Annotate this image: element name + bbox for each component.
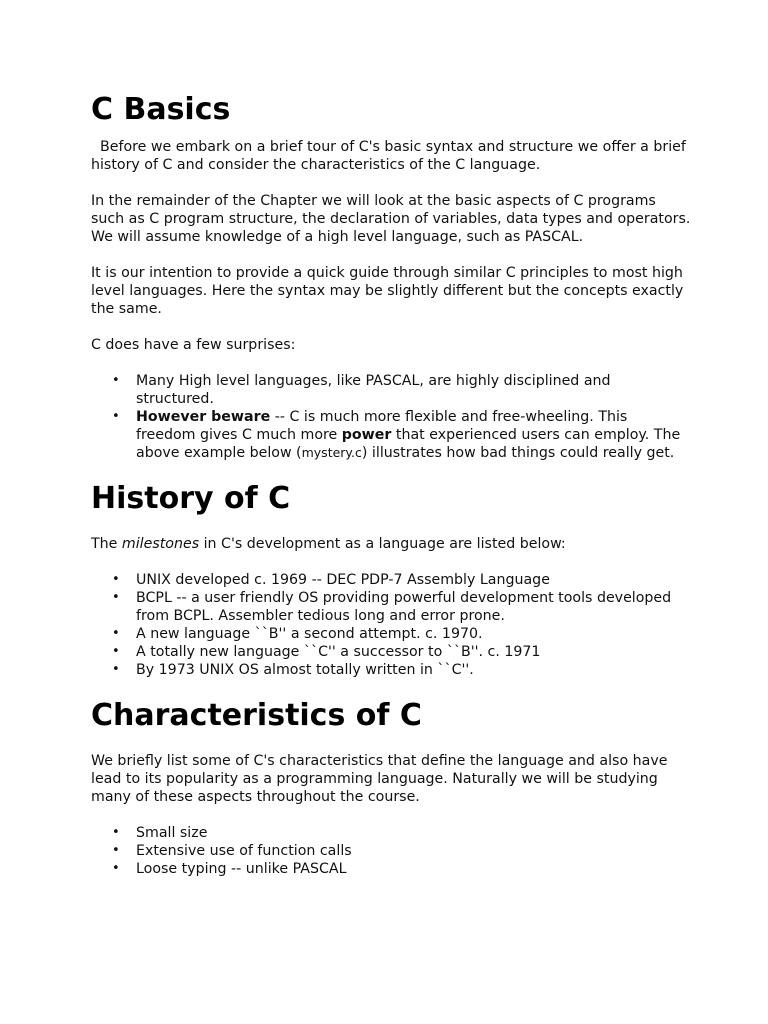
list-item: • A totally new language ``C'' a successor to ``B''. c. 1971 [136,643,691,661]
paragraph-remainder: In the remainder of the Chapter we will look at the basic aspects of C programs such as C program structure, the declaration of variables, data types and operators. We will assume knowledge of a high level language, such as PASCAL. [91,193,691,245]
list-item-text: ) illustrates how bad things could really get. [361,445,675,461]
lead-text: in C's development as a language are listed below: [199,536,566,552]
intro-text: Before we embark on a brief tour of C's basic syntax and structure we offer a brief history of C and consider the characteristics of the C language. [91,139,686,173]
list-item-text: -- C is much more flexible and free-wheeling. This freedom gives C much more [136,409,628,443]
list-item: • BCPL -- a user friendly OS providing powerful development tools developed from BCPL. Assembler tedious long and error prone. [136,589,691,625]
surprises-list [91,372,691,462]
paragraph-intro [91,138,691,174]
list-item: • By 1973 UNIX OS almost totally written in ``C''. [136,661,691,679]
list-item: • Extensive use of function calls [136,842,691,860]
lead-text: The [91,536,122,552]
code-filename: mystery.c [301,445,362,460]
heading-c-basics: C Basics [91,92,231,127]
heading-history-of-c: History of C [91,481,291,516]
milestones-list [91,571,691,679]
list-item: • Small size [136,824,691,842]
paragraph-intention: It is our intention to provide a quick guide through similar C principles to most high level languages. Here the syntax may be slightly different but the concepts exactly the same. [91,265,684,317]
characteristics-list [91,824,691,878]
heading-characteristics-of-c: Characteristics of C [91,698,422,733]
bold-text: However beware [136,409,271,425]
list-item-text: that experienced users can employ. The above example below ( [136,427,681,461]
paragraph-surprises-lead: C does have a few surprises: [91,337,296,353]
paragraph-characteristics: We briefly list some of C's characteristics that define the language and also have lead to its popularity as a programming language. Naturally we will be studying many of these aspects throughout the course. [91,753,668,805]
list-item [136,408,691,462]
list-item: • Loose typing -- unlike PASCAL [136,860,691,878]
emphasis-text: milestones [121,536,200,552]
list-item: • Many High level languages, like PASCAL, are highly disciplined and structured. [136,372,691,408]
document-page [91,90,691,878]
list-item: • A new language ``B'' a second attempt. c. 1970. [136,625,691,643]
paragraph-milestones [91,535,691,553]
bold-text: power [341,427,392,443]
list-item: • UNIX developed c. 1969 -- DEC PDP-7 Assembly Language [136,571,691,589]
